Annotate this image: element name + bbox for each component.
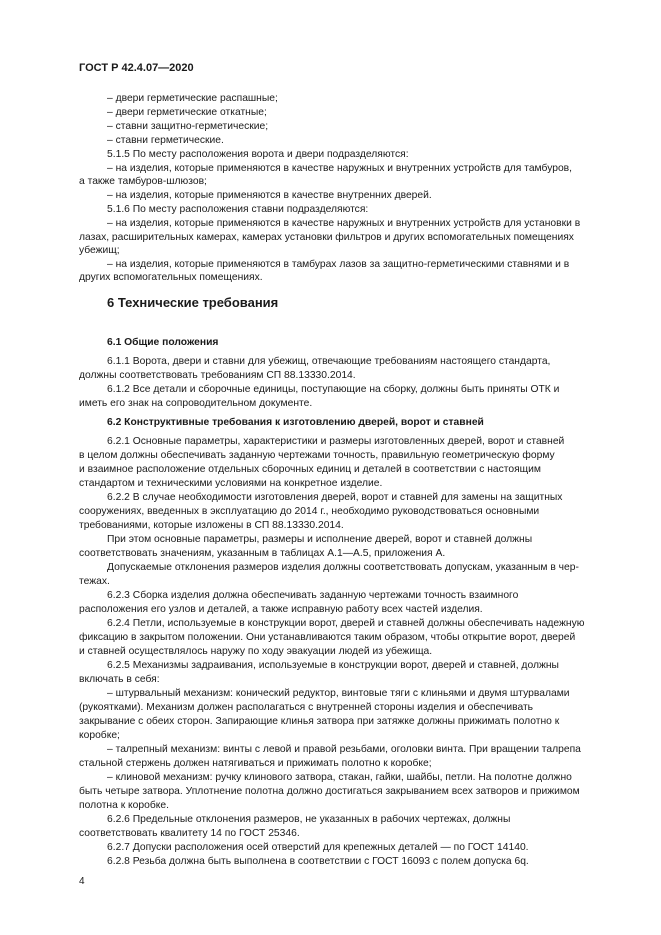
clause-text: тежах. <box>79 576 110 587</box>
list-item: – двери герметические распашные; <box>107 93 278 104</box>
clause-text: расположения его узлов и деталей, а также исправную работу всех частей изделия. <box>79 604 483 615</box>
clause-text: требованиями, которые изложены в СП 88.13330.2014. <box>79 520 344 531</box>
list-item: – двери герметические откатные; <box>107 107 267 118</box>
list-item: – на изделия, которые применяются в качестве наружных и внутренних устройств для тамбуров, <box>107 163 573 174</box>
clause-text: 5.1.5 По месту расположения ворота и двери подразделяются: <box>107 149 409 160</box>
list-item-cont: убежищ; <box>79 245 120 256</box>
list-item-cont: закрывание с обеих сторон. Запирающие клинья затвора при затяжке должны прижимать полотно к <box>79 716 560 727</box>
clause-text: стандартом и техническими условиями на конкретное изделие. <box>79 478 383 489</box>
clause-text: и ставней осуществлялось наружу по ходу эвакуации людей из убежища. <box>79 646 433 657</box>
list-item-cont: стальной стержень должен натягиваться и прижимать полотно к коробке; <box>79 758 432 769</box>
subsection-heading: 6.1 Общие положения <box>107 337 219 348</box>
clause-text: 6.2.3 Сборка изделия должна обеспечивать заданную чертежами точность взаимного <box>107 590 519 601</box>
clause-text: в целом должны обеспечивать заданную чертежами точность, правильную геометрическую форму <box>79 450 555 461</box>
page-number: 4 <box>79 876 85 887</box>
list-item-cont: полотна к коробке. <box>79 800 169 811</box>
clause-text: 6.2.4 Петли, используемые в конструкции ворот, дверей и ставней должны обеспечивать надежную <box>107 618 585 629</box>
subsection-heading: 6.2 Конструктивные требования к изготовлению дверей, ворот и ставней <box>107 417 484 428</box>
clause-text: включать в себя: <box>79 674 160 685</box>
clause-text: 6.2.7 Допуски расположения осей отверстий для крепежных деталей — по ГОСТ 14140. <box>107 842 529 853</box>
list-item: – ставни герметические. <box>107 135 224 146</box>
clause-text: 5.1.6 По месту расположения ставни подразделяются: <box>107 204 369 215</box>
document-header: ГОСТ Р 42.4.07—2020 <box>79 62 194 74</box>
clause-text: При этом основные параметры, размеры и исполнение дверей, ворот и ставней должны <box>107 534 533 545</box>
list-item-cont: коробке; <box>79 730 120 741</box>
list-item: – на изделия, которые применяются в качестве наружных и внутренних устройств для установки в <box>107 218 581 229</box>
clause-text: 6.2.1 Основные параметры, характеристики и размеры изготовленных дверей, ворот и ставней <box>107 436 565 447</box>
clause-text: соответствовать квалитету 14 по ГОСТ 25346. <box>79 828 300 839</box>
clause-text: сооружениях, введенных в эксплуатацию до 2014 г., необходимо руководствоваться основными <box>79 506 540 517</box>
clause-text: иметь его знак на сопроводительном документе. <box>79 398 313 409</box>
list-item: – талрепный механизм: винты с левой и правой резьбами, оголовки винта. При вращении талрепа <box>107 744 581 755</box>
list-item-cont: других вспомогательных помещениях. <box>79 272 263 283</box>
clause-text: и взаимное расположение отдельных сборочных единиц и деталей в соответствии с настоящим <box>79 464 541 475</box>
clause-text: 6.2.2 В случае необходимости изготовления дверей, ворот и ставней для замены на защитных <box>107 492 563 503</box>
section-heading: 6 Технические требования <box>107 295 279 310</box>
clause-text: 6.2.8 Резьба должна быть выполнена в соответствии с ГОСТ 16093 с полем допуска 6q. <box>107 856 529 867</box>
clause-text: должны соответствовать требованиям СП 88.13330.2014. <box>79 370 356 381</box>
clause-text: соответствовать значениям, указанным в таблицах А.1—А.5, приложения А. <box>79 548 446 559</box>
list-item: – ставни защитно-герметические; <box>107 121 269 132</box>
list-item: – клиновой механизм: ручку клинового затвора, стакан, гайки, шайбы, петли. На полотне должно <box>107 772 572 783</box>
list-item: – на изделия, которые применяются в качестве внутренних дверей. <box>107 190 432 201</box>
clause-text: 6.1.1 Ворота, двери и ставни для убежищ, отвечающие требованиям настоящего стандарта, <box>107 356 551 367</box>
list-item-cont: лазах, расширительных камерах, камерах установки фильтров и других вспомогательных помещениях <box>79 232 574 243</box>
clause-text: 6.2.6 Предельные отклонения размеров, не указанных в рабочих чертежах, должны <box>107 814 511 825</box>
list-item-cont: а также тамбуров-шлюзов; <box>79 176 207 187</box>
clause-text: 6.1.2 Все детали и сборочные единицы, поступающие на сборку, должны быть приняты ОТК и <box>107 384 560 395</box>
clause-text: фиксацию в закрытом положении. Они устанавливаются таким образом, чтобы открытие ворот, дверей <box>79 632 576 643</box>
list-item: – на изделия, которые применяются в тамбурах лазов за защитно-герметическими ставнями и в <box>107 259 570 270</box>
list-item-cont: (рукоятками). Механизм должен располагаться с внутренней стороны изделия и обеспечивать <box>79 702 534 713</box>
clause-text: 6.2.5 Механизмы задраивания, используемые в конструкции ворот, дверей и ставней, должны <box>107 660 559 671</box>
list-item-cont: быть четыре затвора. Уплотнение полотна должно достигаться закрыванием всех затворов и прижимом <box>79 786 580 797</box>
list-item: – штурвальный механизм: конический редуктор, винтовые тяги с клиньями и двумя штурвалами <box>107 688 570 699</box>
clause-text: Допускаемые отклонения размеров изделия должны соответствовать допускам, указанным в чер- <box>107 562 579 573</box>
